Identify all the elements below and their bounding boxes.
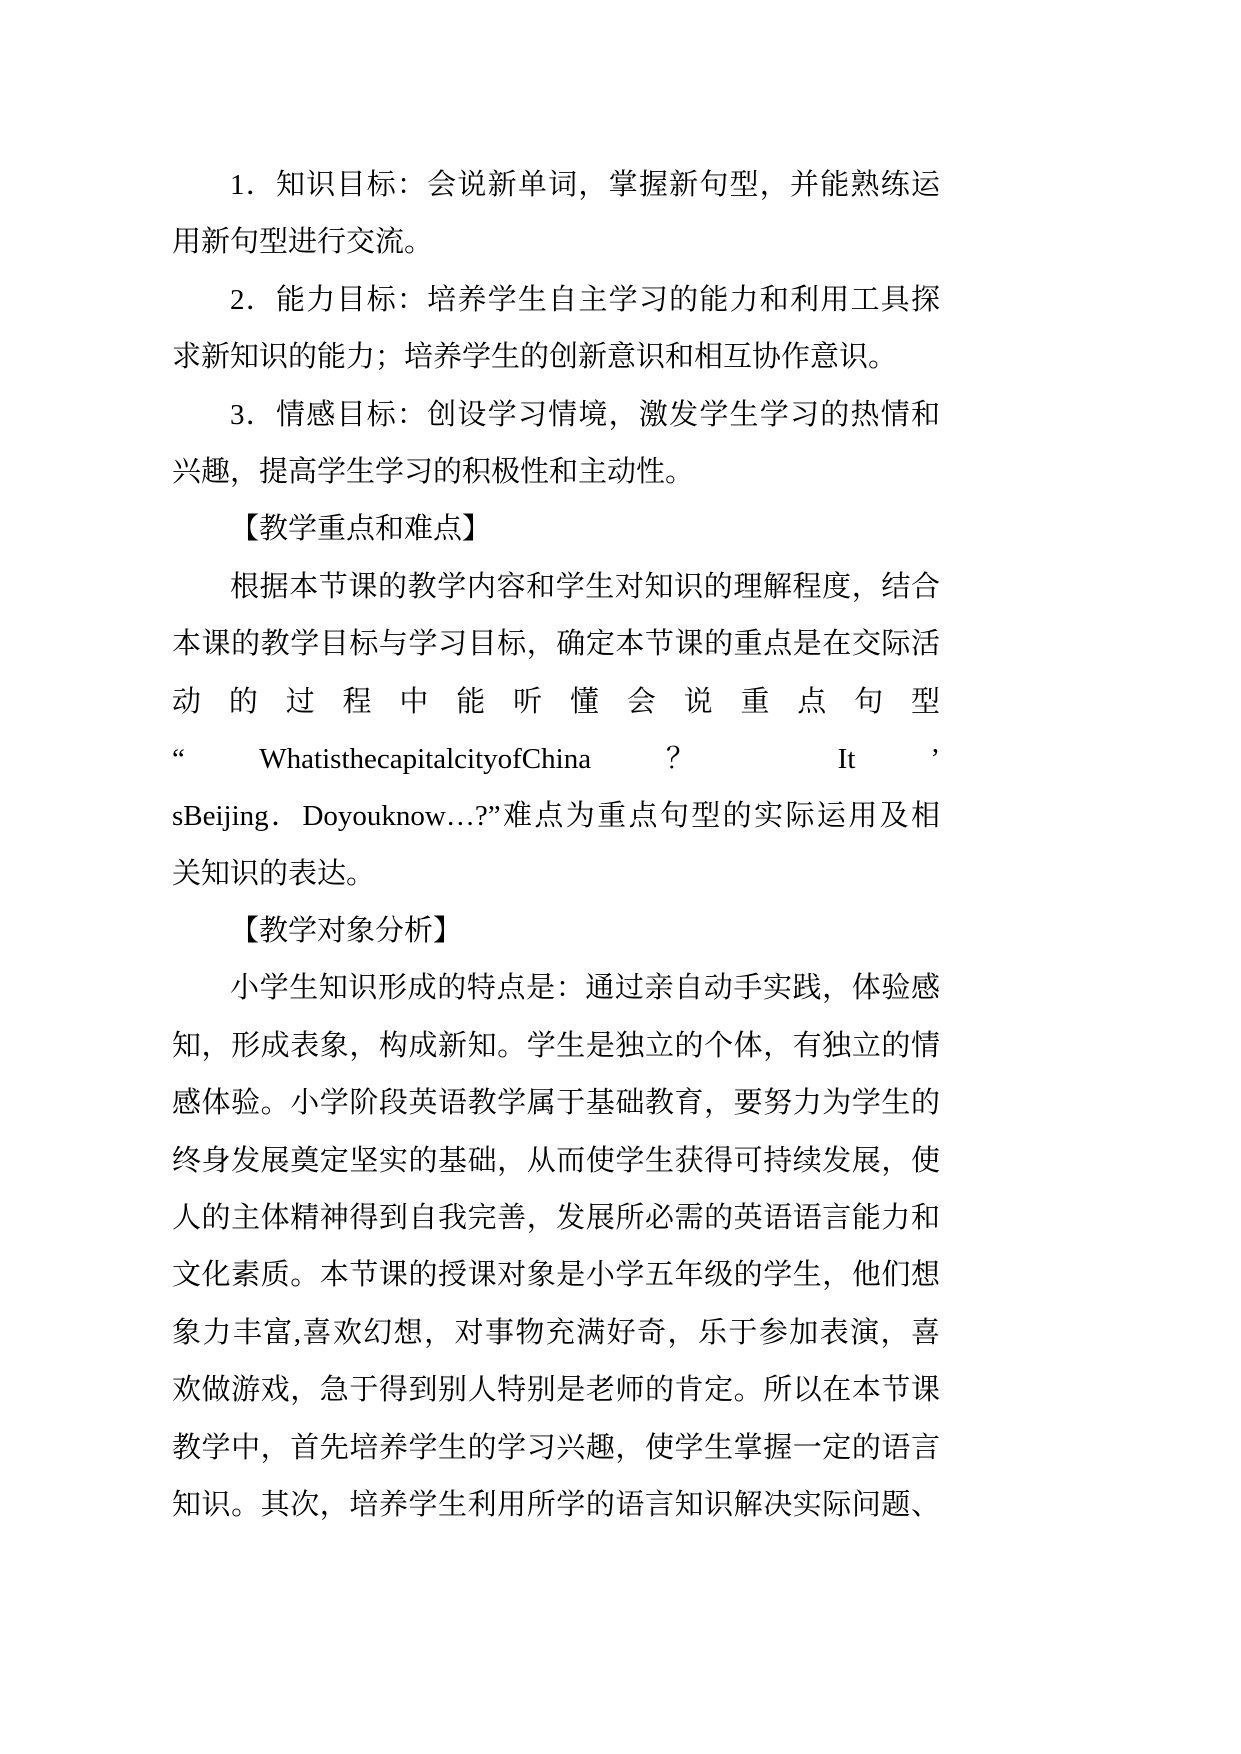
- text-line: 兴趣，提高学生学习的积极性和主动性。: [172, 455, 695, 488]
- text-line: 关知识的表达。: [172, 857, 376, 890]
- objective-emotion: [172, 387, 940, 502]
- paragraph-key-points: [172, 559, 940, 903]
- objective-ability: [172, 272, 940, 387]
- text-line: sBeijing．Doyouknow…?”难点为重点句型的实际运用及相: [172, 800, 940, 833]
- text-line: 2．能力目标：培养学生自主学习的能力和利用工具探: [230, 283, 940, 316]
- text-line: 3．情感目标：创设学习情境，激发学生学习的热情和: [230, 398, 940, 431]
- text-line: 用新句型进行交流。: [172, 226, 434, 259]
- text-line: 知，形成表象，构成新知。学生是独立的个体，有独立的情: [172, 1029, 940, 1062]
- text-line: 人的主体精神得到自我完善，发展所必需的英语语言能力和: [172, 1202, 940, 1235]
- text-line: 感体验。小学阶段英语教学属于基础教育，要努力为学生的: [172, 1087, 940, 1120]
- text-line: 1．知识目标：会说新单词，掌握新句型，并能熟练运: [230, 169, 940, 201]
- document-body: [172, 157, 940, 1534]
- objective-knowledge: [172, 157, 940, 272]
- text-line: 知识。其次，培养学生利用所学的语言知识解决实际问题、: [172, 1488, 940, 1521]
- text-line: 根据本节课的教学内容和学生对知识的理解程度，结合: [230, 570, 940, 603]
- text-line: 象力丰富,喜欢幻想，对事物充满好奇，乐于参加表演，喜: [172, 1316, 940, 1349]
- paragraph-student-analysis: [172, 960, 940, 1534]
- text-line: 文化素质。本节课的授课对象是小学五年级的学生，他们想: [172, 1259, 940, 1292]
- text-line: 终身发展奠定坚实的基础，从而使学生获得可持续发展，使: [172, 1144, 940, 1177]
- text-line: 动的过程中能听懂会说重点句型: [172, 685, 940, 718]
- section-heading-key-points: 【教学重点和难点】: [230, 513, 492, 546]
- text-line: 欢做游戏，急于得到别人特别是老师的肯定。所以在本节课: [172, 1374, 940, 1407]
- text-line: “ WhatisthecapitalcityofChina ？ It ’: [172, 742, 940, 775]
- text-line: 本课的教学目标与学习目标，确定本节课的重点是在交际活: [172, 628, 940, 661]
- text-line: 小学生知识形成的特点是：通过亲自动手实践，体验感: [230, 972, 940, 1005]
- section-heading-student-analysis: 【教学对象分析】: [230, 915, 463, 948]
- text-line: 教学中，首先培养学生的学习兴趣，使学生掌握一定的语言: [172, 1431, 940, 1464]
- text-line: 求新知识的能力；培养学生的创新意识和相互协作意识。: [172, 341, 898, 374]
